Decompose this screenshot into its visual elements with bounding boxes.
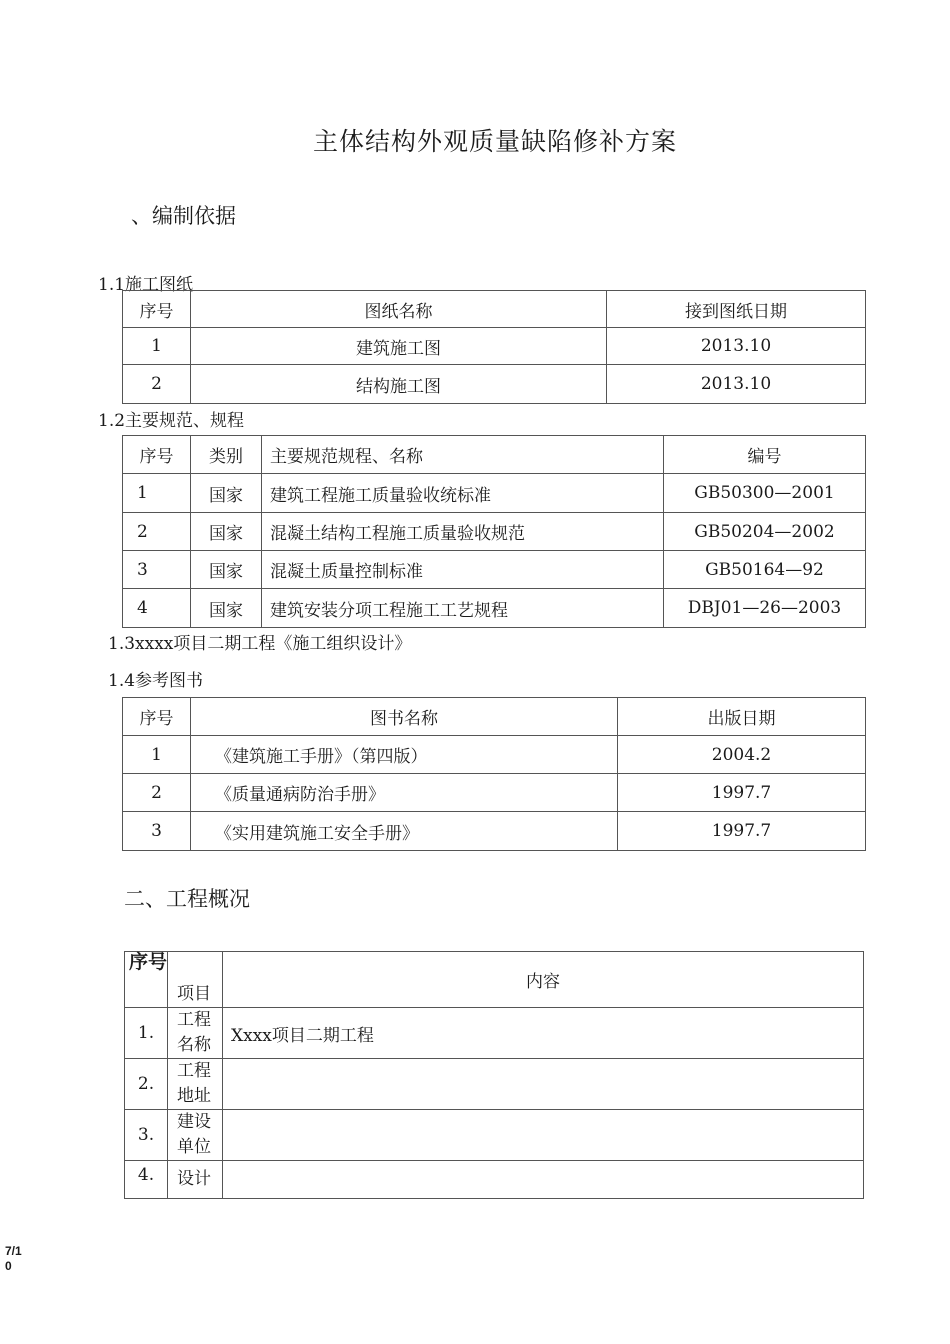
header-cell: 图书名称: [191, 698, 618, 736]
table-cell: 2: [123, 774, 191, 812]
header-cell: 接到图纸日期: [607, 291, 866, 328]
table-cell: 1997.7: [618, 812, 866, 851]
section-heading-overview: 二、工程概况: [124, 887, 250, 911]
table-cell: 2: [123, 513, 191, 551]
table-header-row: [123, 436, 866, 474]
table-cell: 设计: [168, 1161, 223, 1199]
table-cell: GB50204—2002: [664, 513, 866, 551]
table-cell: 混凝土结构工程施工质量验收规范: [262, 513, 664, 551]
table-cell: 2: [123, 365, 191, 404]
table-row: [123, 774, 866, 812]
table-cell: 工程地址: [168, 1059, 223, 1110]
table-cell: 4.: [125, 1161, 168, 1199]
table-cell: 国家: [191, 513, 262, 551]
table-cell: 2.: [125, 1059, 168, 1110]
table-cell: 3: [123, 812, 191, 851]
header-cell: 序号: [123, 291, 191, 328]
table-cell: 3.: [125, 1110, 168, 1161]
table-header-row: [123, 698, 866, 736]
table-cell: 国家: [191, 474, 262, 513]
table-row: [125, 1110, 864, 1161]
header-cell: 内容: [223, 952, 864, 1008]
table-header-row: [125, 952, 864, 1008]
table-cell: 《质量通病防治手册》: [191, 774, 618, 812]
table-row: [123, 812, 866, 851]
subsection-heading-drawings: 1.1施工图纸: [98, 275, 194, 295]
table-cell: 《实用建筑施工安全手册》: [191, 812, 618, 851]
table-cell: 4: [123, 589, 191, 628]
header-cell: 序号: [123, 698, 191, 736]
table-cell: [223, 1110, 864, 1161]
drawings-table: [122, 290, 866, 404]
table-row: [125, 1008, 864, 1059]
page-title: 主体结构外观质量缺陷修补方案: [312, 127, 677, 156]
table-cell: 1: [123, 474, 191, 513]
table-cell: 建设单位: [168, 1110, 223, 1161]
table-cell: DBJ01—26—2003: [664, 589, 866, 628]
header-cell: 编号: [664, 436, 866, 474]
header-cell: 序号: [125, 952, 168, 1008]
table-row: [123, 551, 866, 589]
table-row: [123, 513, 866, 551]
table-cell: 国家: [191, 551, 262, 589]
table-cell: 建筑施工图: [191, 328, 607, 365]
table-cell: Xxxx项目二期工程: [223, 1008, 864, 1059]
table-cell: 2013.10: [607, 328, 866, 365]
table-cell: 1: [123, 736, 191, 774]
table-row: [125, 1059, 864, 1110]
table-header-row: [123, 291, 866, 328]
table-cell: 1: [123, 328, 191, 365]
header-cell: 图纸名称: [191, 291, 607, 328]
table-cell: 2013.10: [607, 365, 866, 404]
table-row: [123, 589, 866, 628]
table-row: [123, 365, 866, 404]
table-row: [123, 474, 866, 513]
header-cell: 项目: [168, 952, 223, 1008]
table-row: [123, 328, 866, 365]
header-cell: 序号: [123, 436, 191, 474]
table-cell: 1997.7: [618, 774, 866, 812]
section-heading-basis: 、编制依据: [131, 204, 236, 228]
subsection-heading-standards: 1.2主要规范、规程: [98, 411, 245, 431]
table-cell: 工程名称: [168, 1008, 223, 1059]
header-cell: 出版日期: [618, 698, 866, 736]
header-cell: 主要规范规程、名称: [262, 436, 664, 474]
header-cell: 类别: [191, 436, 262, 474]
table-cell: 《建筑施工手册》（第四版）: [191, 736, 618, 774]
subsection-heading-org-design: 1.3xxxx项目二期工程《施工组织设计》: [108, 634, 412, 654]
table-row: [125, 1161, 864, 1199]
page-number: 7/10: [5, 1244, 22, 1273]
table-cell: GB50164—92: [664, 551, 866, 589]
references-table: [122, 697, 866, 851]
table-cell: 混凝土质量控制标准: [262, 551, 664, 589]
subsection-heading-references: 1.4参考图书: [108, 671, 204, 691]
table-cell: 国家: [191, 589, 262, 628]
overview-table: [124, 951, 864, 1199]
table-cell: 结构施工图: [191, 365, 607, 404]
table-cell: GB50300—2001: [664, 474, 866, 513]
standards-table: [122, 435, 866, 628]
table-cell: 建筑工程施工质量验收统标准: [262, 474, 664, 513]
table-cell: 3: [123, 551, 191, 589]
table-cell: 2004.2: [618, 736, 866, 774]
table-cell: 1.: [125, 1008, 168, 1059]
table-cell: [223, 1059, 864, 1110]
table-row: [123, 736, 866, 774]
table-cell: 建筑安装分项工程施工工艺规程: [262, 589, 664, 628]
table-cell: [223, 1161, 864, 1199]
